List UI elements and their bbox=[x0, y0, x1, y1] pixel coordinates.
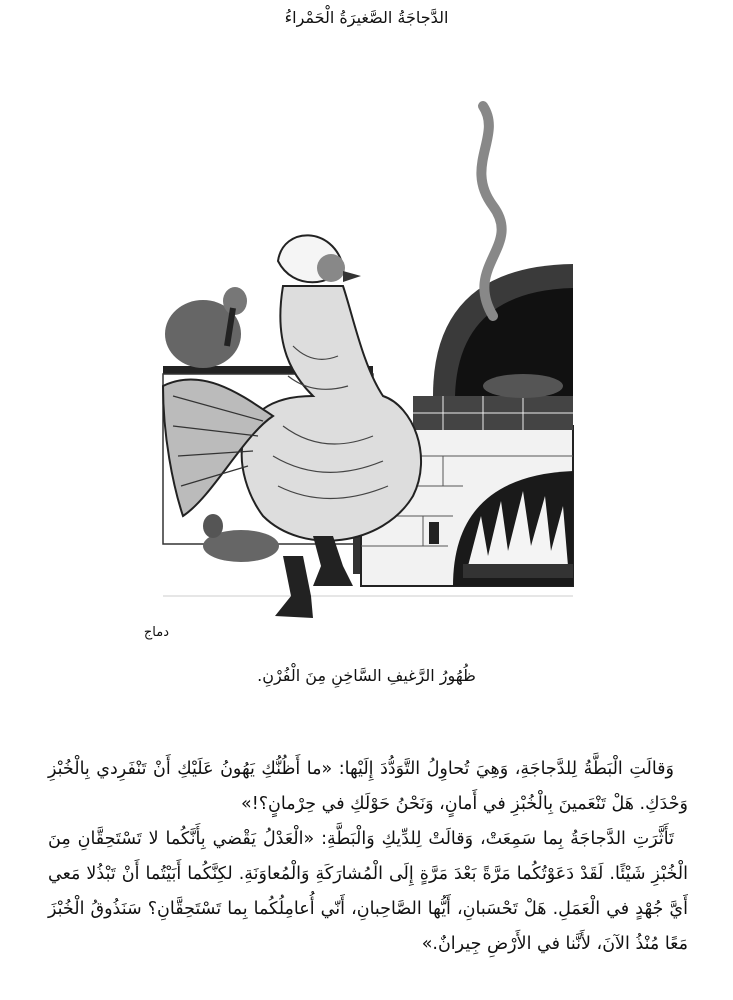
story-text bbox=[48, 752, 688, 962]
artist-signature: دماج bbox=[143, 625, 169, 640]
running-head: الدَّجاجَةُ الصَّغيرَةُ الْحَمْراءُ bbox=[284, 8, 449, 27]
paragraph: تَأَثَّرَتِ الدَّجاجَةُ بِما سَمِعَتْ، وَقالَتْ لِلدِّيكِ وَالْبَطَّةِ: «الْعَدْلُ يَقْضي بِأَنَّكُما لا تَسْتَحِقَّانِ مِنَ الْخُبْزِ شَيْئًا. لَقَدْ دَعَوْتُكُما مَرَّةً بَعْدَ مَرَّةٍ إِلَى الْمُشارَكَةِ وَالْمُعاوَنَةِ. لكِنَّكُما أَبَيْتُما أَنْ تَبْذُلا مَعي أَيَّ جُهْدٍ في الْعَمَلِ. هَلْ تَحْسَبانِ، أَيُّها الصَّاحِبانِ، أَنّي أُعامِلُكُما بِما تَسْتَحِقَّانِ؟ سَنَذُوقُ الْخُبْزَ مَعًا مُنْذُ الآنَ، لأَنَّنا في الأَرْضِ جِيرانٌ.» bbox=[48, 829, 688, 954]
paragraph: وَقالَتِ الْبَطَّةُ لِلدَّجاجَةِ، وَهِيَ تُحاوِلُ التَّوَدُّدَ إِلَيْها: «ما أَظُنُّكِ يَهُونُ عَلَيْكِ أَنْ تَنْفَرِدي بِالْخُبْزِ وَحْدَكِ. هَلْ تَنْعَمينَ بِالْخُبْزِ في أَمانٍ، وَنَحْنُ حَوْلَكِ في حِرْمانٍ؟!» bbox=[48, 759, 688, 814]
illustration-caption: ظُهُورُ الرَّغيفِ السَّاخِنِ مِنَ الْفُرْنِ. bbox=[257, 666, 476, 685]
hen-and-oven-illustration bbox=[143, 96, 573, 648]
